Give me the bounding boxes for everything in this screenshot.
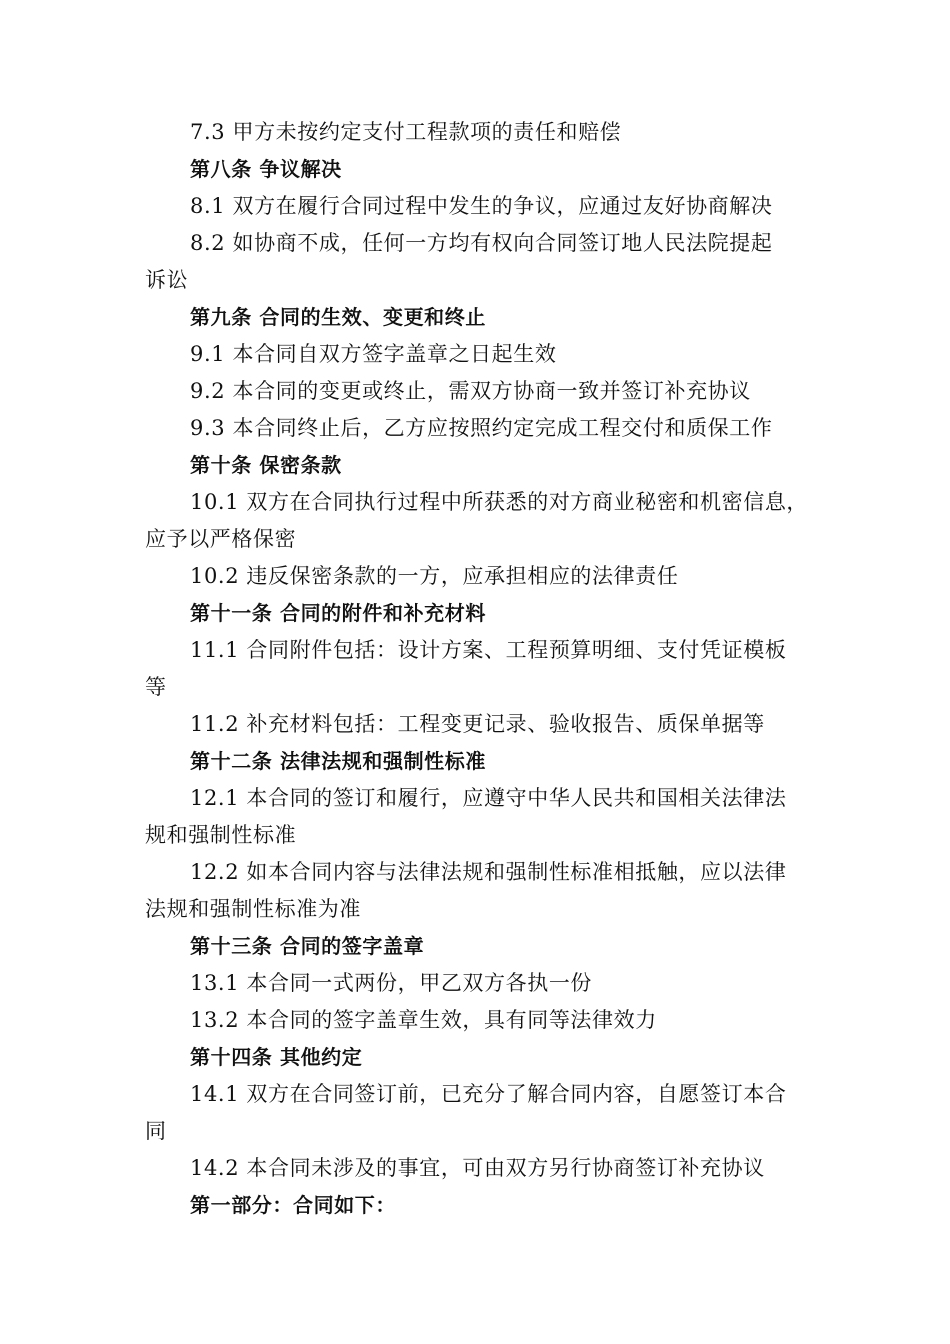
section-heading: 第一部分：合同如下： (190, 1193, 396, 1217)
clause-continuation-line: 法规和强制性标准为准 (145, 897, 361, 921)
clause-item-line: 12.1 本合同的签订和履行，应遵守中华人民共和国相关法律法 (190, 786, 787, 810)
clause-continuation-line: 诉讼 (145, 268, 189, 292)
clause-item-line: 10.2 违反保密条款的一方，应承担相应的法律责任 (190, 564, 679, 588)
clause-continuation-line: 等 (145, 675, 167, 699)
section-heading: 第十四条 其他约定 (190, 1045, 363, 1069)
clause-item-line: 9.3 本合同终止后，乙方应按照约定完成工程交付和质保工作 (190, 416, 773, 440)
section-heading: 第九条 合同的生效、变更和终止 (190, 305, 486, 329)
section-heading: 第十二条 法律法规和强制性标准 (190, 749, 486, 773)
clause-item-line: 11.2 补充材料包括：工程变更记录、验收报告、质保单据等 (190, 712, 765, 736)
clause-item-line: 13.2 本合同的签字盖章生效，具有同等法律效力 (190, 1008, 657, 1032)
document-body (145, 114, 815, 1224)
section-heading: 第十三条 合同的签字盖章 (190, 934, 425, 958)
clause-item-line: 8.1 双方在履行合同过程中发生的争议，应通过友好协商解决 (190, 194, 773, 218)
clause-continuation-line: 应予以严格保密 (145, 527, 297, 551)
section-heading: 第十条 保密条款 (190, 453, 342, 477)
section-heading: 第八条 争议解决 (190, 157, 342, 181)
clause-item-line: 12.2 如本合同内容与法律法规和强制性标准相抵触，应以法律 (190, 860, 787, 884)
clause-item-line: 10.1 双方在合同执行过程中所获悉的对方商业秘密和机密信息， (190, 490, 809, 514)
section-heading: 第十一条 合同的附件和补充材料 (190, 601, 486, 625)
clause-item-line: 14.1 双方在合同签订前，已充分了解合同内容，自愿签订本合 (190, 1082, 787, 1106)
clause-item-line: 11.1 合同附件包括：设计方案、工程预算明细、支付凭证模板 (190, 638, 787, 662)
clause-item-line: 13.1 本合同一式两份，甲乙双方各执一份 (190, 971, 593, 995)
clause-continuation-line: 规和强制性标准 (145, 823, 297, 847)
clause-item-line: 8.2 如协商不成，任何一方均有权向合同签订地人民法院提起 (190, 231, 773, 255)
clause-continuation-line: 同 (145, 1119, 167, 1143)
clause-item-line: 7.3 甲方未按约定支付工程款项的责任和赔偿 (190, 120, 622, 144)
clause-item-line: 9.1 本合同自双方签字盖章之日起生效 (190, 342, 557, 366)
clause-item-line: 14.2 本合同未涉及的事宜，可由双方另行协商签订补充协议 (190, 1156, 765, 1180)
clause-item-line: 9.2 本合同的变更或终止，需双方协商一致并签订补充协议 (190, 379, 751, 403)
